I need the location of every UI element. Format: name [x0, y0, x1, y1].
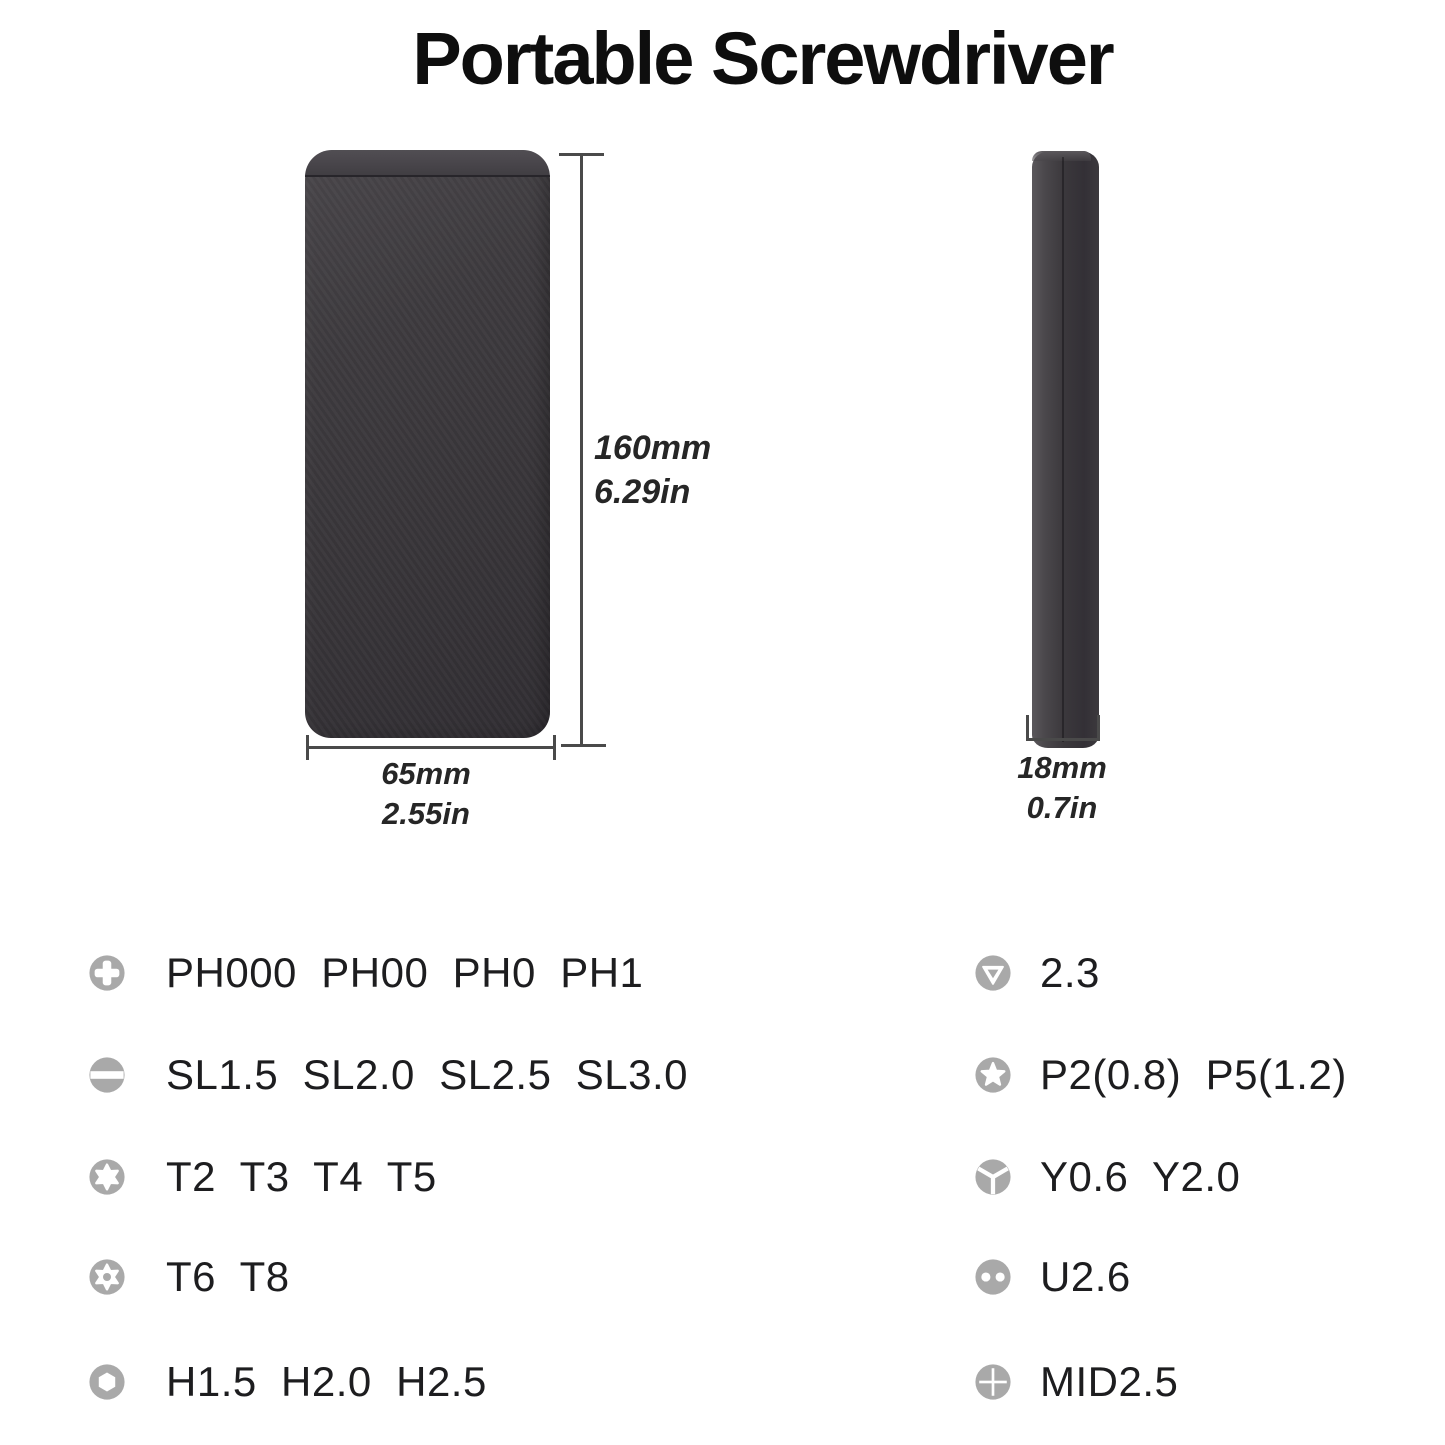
screwdriver-front-view [305, 150, 550, 738]
torx-sizes: T2 T3 T4 T5 [166, 1153, 437, 1200]
pentalobe-bit-icon [974, 1056, 1012, 1094]
spec-row-torx [88, 1154, 437, 1200]
height-dimension-line [580, 154, 583, 746]
spec-row-u-type [974, 1254, 1131, 1300]
page-title: Portable Screwdriver [412, 17, 1113, 100]
spec-row-phillips [88, 950, 643, 996]
body-texture [305, 150, 550, 738]
mid-sizes: MID2.5 [1040, 1358, 1179, 1405]
side-seam [1062, 157, 1064, 742]
u-type-sizes: U2.6 [1040, 1253, 1131, 1300]
spec-row-pentalobe [974, 1052, 1347, 1098]
thickness-tick-left [1026, 715, 1029, 740]
width-dimension-line [306, 746, 556, 749]
width-metric: 65mm [381, 756, 471, 791]
thickness-tick-right [1097, 715, 1100, 740]
phillips-bit-icon [88, 954, 126, 992]
torx-security-bit-icon [88, 1258, 126, 1296]
spec-row-mid [974, 1359, 1178, 1405]
height-dimension-label [594, 426, 711, 514]
hex-sizes: H1.5 H2.0 H2.5 [166, 1358, 487, 1405]
height-imperial: 6.29in [594, 473, 691, 512]
u-type-bit-icon [974, 1258, 1012, 1296]
height-tick-top [559, 153, 604, 156]
height-metric: 160mm [594, 429, 712, 467]
spec-row-torx-security [88, 1254, 290, 1300]
hex-bit-icon [88, 1363, 126, 1401]
torx-bit-icon [88, 1158, 126, 1196]
triangle-bit-icon [974, 954, 1012, 992]
spec-row-hex [88, 1359, 487, 1405]
triangle-sizes: 2.3 [1040, 949, 1100, 996]
thickness-dimension-label [1012, 748, 1112, 829]
width-tick-right [553, 735, 556, 760]
y-type-sizes: Y0.6 Y2.0 [1040, 1153, 1241, 1200]
spec-row-triangle [974, 950, 1100, 996]
phillips-sizes: PH000 PH00 PH0 PH1 [166, 949, 644, 996]
pentalobe-sizes: P2(0.8) P5(1.2) [1040, 1051, 1347, 1098]
width-dimension-label [301, 754, 551, 835]
torx-security-sizes: T6 T8 [166, 1253, 290, 1300]
slotted-sizes: SL1.5 SL2.0 SL2.5 SL3.0 [166, 1051, 689, 1098]
height-tick-bottom [561, 744, 606, 747]
mid-bit-icon [974, 1363, 1012, 1401]
thickness-imperial: 0.7in [1026, 790, 1098, 826]
slotted-bit-icon [88, 1056, 126, 1094]
thickness-dimension-line [1026, 738, 1100, 741]
spec-row-slotted [88, 1052, 688, 1098]
spec-row-y-type [974, 1154, 1240, 1200]
case-lid-seam [305, 150, 550, 177]
thickness-metric: 18mm [1017, 750, 1107, 785]
screwdriver-side-view [1032, 151, 1099, 748]
y-type-bit-icon [974, 1158, 1012, 1196]
width-imperial: 2.55in [382, 796, 470, 832]
